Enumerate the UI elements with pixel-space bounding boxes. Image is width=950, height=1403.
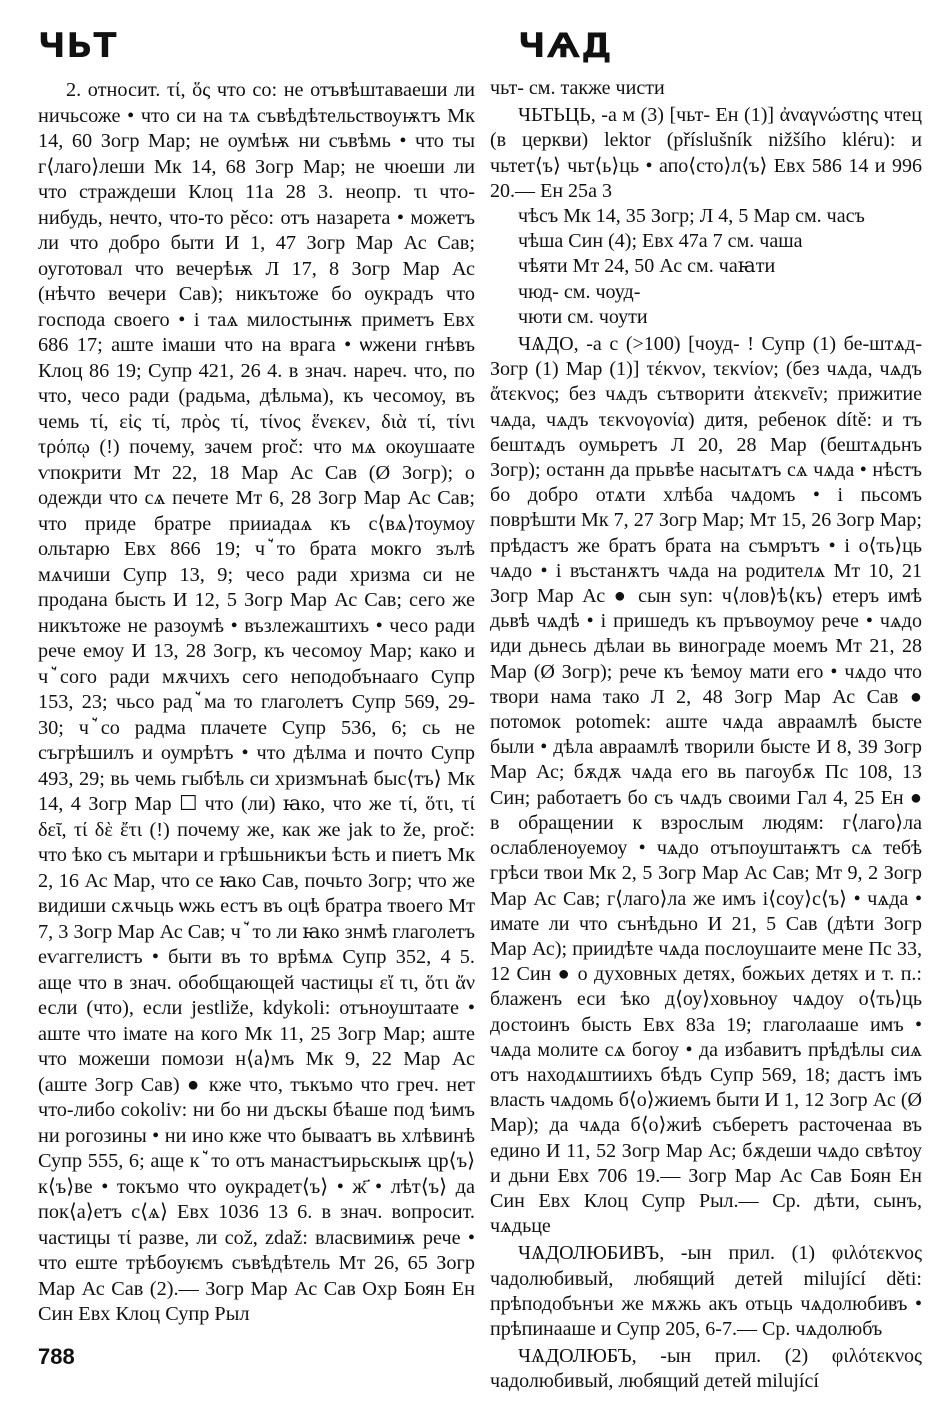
running-head-right: ЧѦД xyxy=(518,26,613,66)
cross-reference: чѣсъ Мк 14, 35 Зогр; Л 4, 5 Мар см. часъ xyxy=(518,205,865,228)
left-column xyxy=(38,76,475,1328)
right-column xyxy=(490,76,922,1395)
cross-reference: чѣша Син (4); Евх 47а 7 см. чаша xyxy=(518,230,803,253)
cross-reference: чюти см. чоути xyxy=(518,305,648,328)
cross-reference: чѣяти Мт 24, 50 Ас см. чаꙗти xyxy=(518,255,776,278)
entry-paragraph: 2. относит. τί, ὅς что co: не отъвѣштаваеши ли ничьсоже • что си на тѧ съвѣдѣтельствоуѭтъ Мк 14, 60 Зогр Мар; не оумѣѭ ни съвѣмь • что ты г⟨лаго⟩леши Мк 14, 68 Зогр Мар; не чюеши ли что страждеши Клоц 11а 28 3. неопр. τι что-нибудь, нечто, что-то pěco: отъ назарета • можетъ ли что добро быти И 1, 47 Зогр Мар Ас Сав; оуготовал что вечерѣѭ Л 17, 8 Зогр Мар Ас (нѣчто вечери Сав); никътоже бо оукрадъ что господа своего • і таѧ милостынѭ приметъ Евх 686 17; аште імаши что на врага • ѡжени гнѣвъ Клоц 86 19; Супр 421, 26 4. в знач. нареч. что, по что, чесо ради (радьма, дѣльма), къ чесомоу, въ чемь τί, εἰς τί, πρὸς τί, τίνος ἕνεκεν, διὰ τί, τίνι τρόπῳ (!) почему, зачем proč: что мѧ окоушаате ѵпокрити Мт 22, 18 Мар Ас Сав (Ø Зогр); о одежди что сѧ печете Мт 6, 28 Зогр Мар Ас Сав; что приде братре прииадаѧ къ с⟨вѧ⟩тоумоу ольтарю Евх 866 19; чꙿто брата мокго зълѣ мѧчиши Супр 13, 9; чесо ради хризма си не продана бысть И 12, 5 Зогр Мар Ас Сав; сего же никътоже не разоумѣ • възлежаштихъ • чесо ради рече емоу И 13, 28 Зогр, къ чесомоу Мар; како и чꙿсого ради мѫчихъ сего неподобънааго Супр 153, 23; чьсо радꙿма то глаголетъ Супр 569, 29-30; чꙿсо радма плачете Супр 536, 6; сь не съгрѣшилъ и оумрѣтъ • что дѣлма и почто Супр 493, 29; вь чемь гыбѣль си хризмънаѣ быс⟨тъ⟩ Мк 14, 4 Зогр Мар ☐ что (ли) ꙗко, что же τί, ὅτι, τί δεῖ, τί δὲ ἔτι (!) почему же, как же jak to že, proč: что ѣко съ мытари и грѣшьникъи ѣсть и пиетъ Мк 2, 16 Ас Мар, что се ꙗко Сав, почьто Зогр; что же видиши сѫчьць ѡжь естъ въ оцѣ братра твоего Мт 7, 3 Зогр Мар Ас Сав; чꙿто ли ꙗко знмѣ глаголетъ еѵаггелистъ • быти въ то врѣмѧ Супр 352, 4 5. аще что в знач. обобщающей частицы εἴ τι, ὅτι ἄν если (что), если jestliže, kdykoli: отъноуштаате • аште что імате на кого Мк 11, 25 Зогр Мар; аште что можеши помози н⟨а⟩мъ Мк 9, 22 Мар Ас (аште Зогр Сав) ● кже что, тъкъмо что греч. нет что-либо cokoliv: ни бо ни дъскы бѣаше под ѣимъ ни рогозины • ни ино кже что бываатъ вь хлѣвинѣ Супр 555, 6; аще кꙿто отъ манастъирьскыѭ цр⟨ъ⟩к⟨ъ⟩ве • токъмо что оукрадет⟨ъ⟩ • ж҃ • лѣт⟨ъ⟩ да пок⟨а⟩етъ с⟨ѧ⟩ Евх 1036 13 6. в знач. вопросит. частицы τί разве, ли což, zdaž: власвимиѭ рече • что еште трѣбоуѥмъ съвѣдѣтель Мт 26, 65 Зогр Мар Ас Сав (2).— Зогр Мар Ас Сав Охр Боян Ен Син Евх Клоц Супр Рыл xyxy=(38,79,475,1325)
entry-continuation: чьт- см. также чисти xyxy=(490,77,665,99)
cross-reference: чюд- см. чоуд- xyxy=(518,280,641,303)
entry-paragraph: ЧѦДО, -а с (>100) [чоуд- ! Супр (1) бе-штѧд- Зогр (1) Мар (1)] τέκνον, τεκνίον; (без чѧда, чѧдъ ἄτεκνος; без чѧдъ сътворити ἀτεκνεῖν; прижитие чѧда, чѧдъ τεκνογονία) дитя, ребенок dítě: и тъ бештѧдъ оумьретъ Л 20, 28 Мар (бештѧдьнъ Зогр); останн да прьвѣе насытѧтъ сѧ чѧда • нѣстъ бо добро отѧти хлѣба чѧдомъ • і пьсомъ поврѣшти Мк 7, 27 Зогр Мар; Мт 15, 26 Зогр Мар; прѣдастъ же братъ брата на съмрътъ • і о⟨ть⟩ць чѧдо • і въстанѫтъ чѧда на родителѧ Мт 10, 21 Зогр Мар Ас ● сын syn: ч⟨лов⟩ѣ⟨къ⟩ етеръ имѣ дьвѣ чѧдѣ • і пришедъ къ пръвоумоу рече • чѧдо иди дьнесь дѣлаи вь винограде моемъ Мт 21, 28 Мар (Ø Зогр); рече къ ѣемоу мати его • чѧдо что твори нама тако Л 2, 48 Зогр Мар Ас Сав ● потомок potomek: аште чѧда авраамлѣ бысте были • дѣла авраамлѣ творили бысте И 8, 39 Зогр Мар Ас; бѫдѫ чѧда его вь пагоубѫ Пс 108, 13 Син; работаетъ бо съ чѧдъ своими Гал 4, 25 Ен ● в обращении к взрослым людям: г⟨лаго⟩ла ослабленоуемоу • чѧдо отъпоуштаѭтъ сѧ тебѣ грѣси твои Мк 2, 5 Зогр Мар Ас Сав; Мт 9, 2 Зогр Мар Ас Сав; г⟨лаго⟩ла же имъ і⟨соу⟩с⟨ъ⟩ • чѧда • имате ли что сънѣдьно И 21, 5 Сав (дѣти Зогр Мар Ас); приидѣте чѧда послоушаите мене Пс 33, 12 Син ● о духовных детях, божьих детях и т. п.: блаженъ еси ѣко д⟨оу⟩ховьноу чѧдоу о⟨ть⟩ць достоинъ бысть Евх 83а 19; глаголааше имъ • чѧда молите сѧ богоу • да избавитъ прѣдѣлы сиѧ отъ находѧштиихъ бѣдъ Супр 569, 18; дастъ імъ власть чѧдомь б⟨о⟩жиемъ быти И 1, 12 Зогр Ас (Ø Мар); да чѧда б⟨о⟩жиѣ съберетъ расточенаа въ едино И 11, 52 Зогр Мар Ас; бѫдеши чѧдо свѣтоу и дьни Евх 706 19.— Зогр Мар Ас Сав Боян Ен Син Евх Клоц Супр Рыл.— Ср. дѣти, сынъ, чѧдьце xyxy=(490,333,922,1238)
entry-paragraph: ЧѦДОЛЮБИВЪ, -ын прил. (1) φιλότεκνος чадолюбивый, любящий детей milující děti: прѣподобънъи же мѫжь акъ отьць чѧдолюбивъ • прѣпинааше и Супр 205, 6-7.— Ср. чѧдолюбъ xyxy=(490,1242,922,1340)
page-number: 788 xyxy=(38,1344,75,1369)
entry-paragraph: ЧѦДОЛЮБЪ, -ын прил. (2) φιλότεκνος чадолюбивый, любящий детей milující xyxy=(490,1345,922,1393)
entry-paragraph: ЧЬТЬЦЬ, -а м (3) [чьт- Ен (1)] ἀναγνώστης чтец (в церкви) lektor (příslušník nižšího kléru): и чьтет⟨ъ⟩ чьт⟨ь⟩ць • апо⟨сто⟩л⟨ъ⟩ Евх 586 14 и 996 20.— Ен 25а 3 xyxy=(490,104,922,202)
running-head-left: ЧЬТ xyxy=(38,26,118,66)
